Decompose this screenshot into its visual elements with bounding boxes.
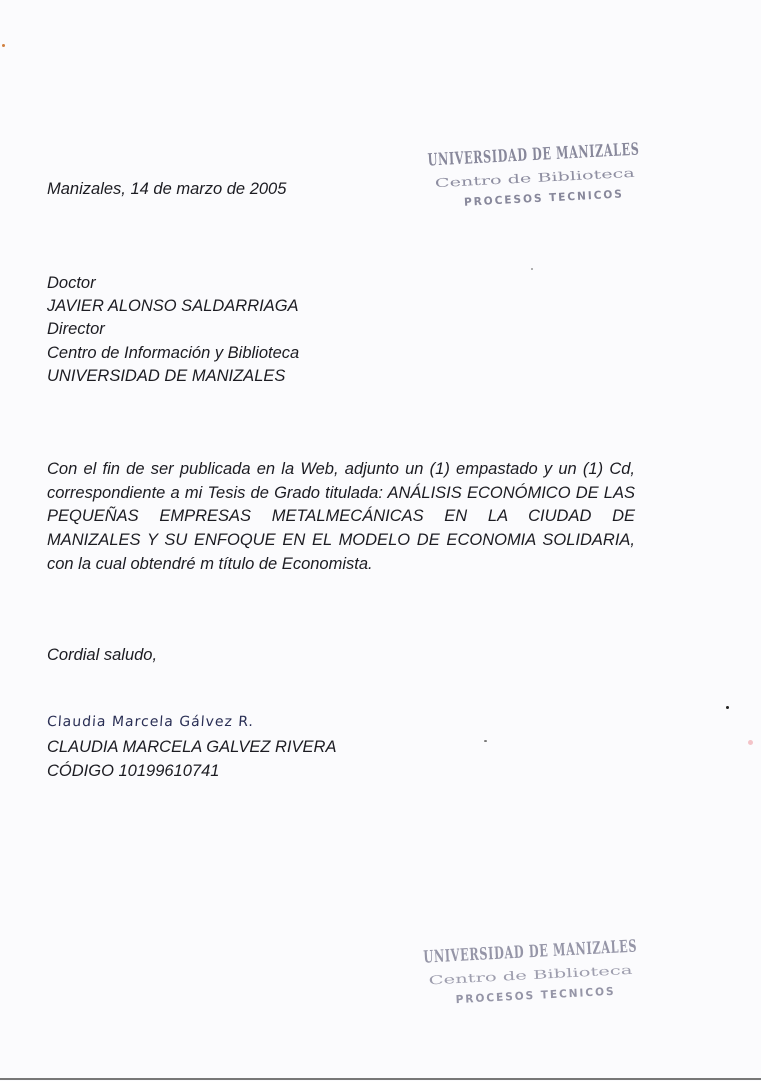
bottom-stamp-university: UNIVERSIDAD DE MANIZALES (422, 930, 747, 968)
recipient-department: Centro de Información y Biblioteca (47, 344, 300, 362)
sender-code: CÓDIGO 10199610741 (47, 762, 220, 780)
letter-body: Con el fin de ser publicada en la Web, adjunto un (1) empastado y un (1) Cd, correspondiente a mi Tesis de Grado titulada: ANÁLISIS ECONÓMICO DE LAS PEQUEÑAS EMPRESAS METALMECÁNICAS EN LA CIUDAD DE MANIZALES Y SU ENFOQUE EN EL MODELO DE ECONOMIA SOLIDARIA, con la cual obtendré m título de Economista. (47, 460, 635, 573)
letter-closing: Cordial saludo, (47, 646, 158, 664)
top-stamp-process: PROCESOS TECNICOS (463, 187, 631, 209)
scan-speck (748, 740, 753, 745)
bottom-stamp-process: PROCESOS TECNICOS (455, 984, 623, 1007)
scan-speck (484, 740, 487, 742)
top-library-stamp (418, 106, 752, 218)
handwritten-signature: Claudia Marcela Gálvez R. (46, 714, 255, 730)
recipient-institution: UNIVERSIDAD DE MANIZALES (47, 367, 286, 385)
recipient-name: JAVIER ALONSO SALDARRIAGA (47, 297, 299, 315)
sender-name: CLAUDIA MARCELA GALVEZ RIVERA (47, 738, 337, 756)
scan-speck (2, 44, 5, 47)
recipient-title: Doctor (47, 274, 96, 292)
top-stamp-university: UNIVERSIDAD DE MANIZALES (427, 133, 752, 171)
scan-speck (531, 268, 533, 270)
bottom-stamp-center: Centro de Biblioteca (428, 966, 555, 988)
top-stamp-center: Centro de Biblioteca (434, 169, 561, 191)
letter-date: Manizales, 14 de marzo de 2005 (47, 180, 287, 198)
recipient-position: Director (47, 320, 105, 338)
bottom-library-stamp (416, 909, 747, 1021)
scan-bottom-edge (0, 1078, 761, 1080)
scan-speck (726, 706, 729, 709)
